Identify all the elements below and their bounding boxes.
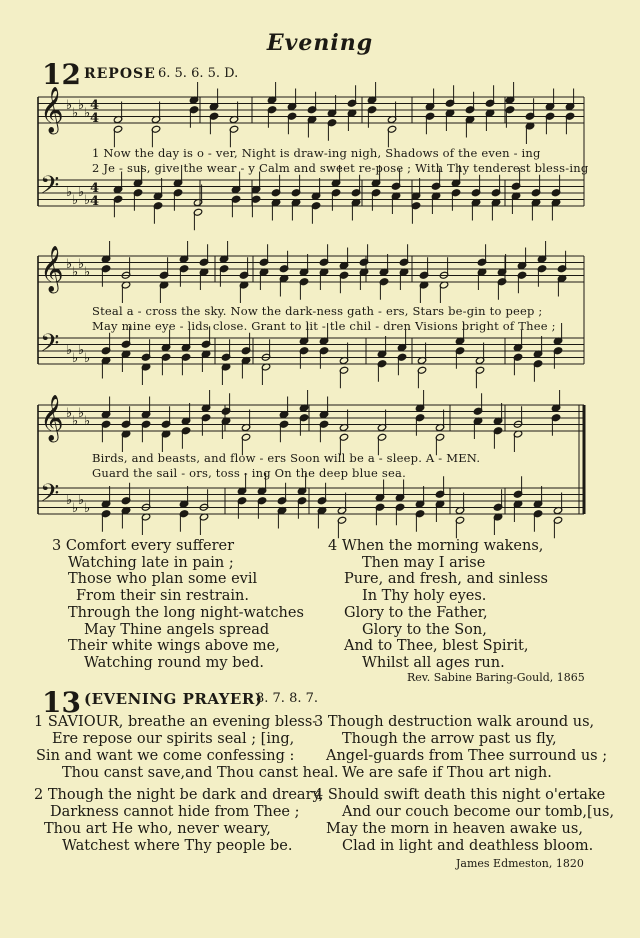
verse-line: 4 Should swift death this night o'ertake <box>314 787 606 803</box>
verse-line: Clad in light and deathless bloom. <box>342 837 594 854</box>
verse-line: 2 Though the night be dark and dreary, <box>34 787 324 803</box>
hymn-13-title: (EVENING PRAYER) <box>84 690 263 708</box>
time-signature: 4 <box>90 181 100 196</box>
hymn-13-verse-4 <box>314 787 614 855</box>
verse-line: Watching round my bed. <box>84 654 264 671</box>
system-2-treble-clef: 𝄞 <box>40 246 64 292</box>
lyric-system1-line1: 1 Now the day is o - ver, Night is draw-ing nigh, Shadows of the even - ing <box>92 146 541 160</box>
verse-line: May Thine angels spread <box>84 621 270 638</box>
system-1-flat-icon: ♭ <box>72 193 79 208</box>
hymn-13-verse-1 <box>34 714 339 782</box>
verse-line: May the morn in heaven awake us, <box>326 820 583 837</box>
verse-line: Sin and want we come confessing : <box>36 747 295 764</box>
verse-line: Those who plan some evil <box>68 571 258 588</box>
system-2-flat-icon: ♭ <box>84 265 91 280</box>
verse-line: Ere repose our spirits seal ; [ing, <box>52 730 295 747</box>
lyric-system3-line1: Birds, and beasts, and flow - ers Soon will be a - sleep. A - MEN. <box>92 451 481 465</box>
verse-line: Though the arrow past us fly, <box>342 730 557 747</box>
system-1-bass-clef: 𝄢 <box>40 171 60 206</box>
time-signature: 4 <box>90 98 100 113</box>
system-3-flat-icon: ♭ <box>84 501 91 516</box>
system-2-flat-icon: ♭ <box>78 343 85 358</box>
verse-line: Their white wings above me, <box>68 638 280 655</box>
system-2-flat-icon: ♭ <box>78 257 85 272</box>
verse-line: Thou canst save,and Thou canst heal. <box>62 764 339 781</box>
lyric-system2-line2: May mine eye - lids close. Grant to lit - tle chil - dren Visions bright of Thee ; <box>92 319 556 333</box>
lyric-system2-line1: Steal a - cross the sky. Now the dark-ness gath - ers, Stars be-gin to peep ; <box>92 304 543 318</box>
section-title: Evening <box>266 30 374 56</box>
lyric-system1-line2: 2 Je - sus, give the wear - y Calm and sweet re-pose ; With Thy tenderest bless-ing <box>92 161 589 175</box>
system-2-flat-icon: ♭ <box>66 257 73 272</box>
verse-line: Pure, and fresh, and sinless <box>344 571 548 588</box>
system-3-flat-icon: ♭ <box>84 414 91 429</box>
system-1-flat-icon: ♭ <box>72 106 79 121</box>
system-3-bass-clef: 𝄢 <box>40 479 60 514</box>
verse-line: Through the long night-watches <box>68 604 304 621</box>
verse-line: Glory to the Father, <box>344 604 488 621</box>
verse-line: Watching late in pain ; <box>68 554 234 571</box>
verse-line: Glory to the Son, <box>362 621 487 638</box>
verse-line: Thou art He who, never weary, <box>44 820 271 837</box>
time-signature: 4 <box>90 111 100 126</box>
system-3-flat-icon: ♭ <box>72 501 79 516</box>
verse-line: 1 SAVIOUR, breathe an evening bless- <box>34 714 318 730</box>
hymn-12-meter: 6. 5. 6. 5. D. <box>158 66 239 81</box>
hymn-12-verse-3 <box>52 538 304 672</box>
hymn-12-tune: REPOSE <box>84 66 156 82</box>
hymn-13-number: 13 <box>42 686 81 719</box>
verse-line: From their sin restrain. <box>76 588 249 605</box>
verse-line: 3 Though destruction walk around us, <box>314 714 595 730</box>
verse-line: Angel-guards from Thee surround us ; <box>326 747 608 764</box>
verse-line: 4 When the morning wakens, <box>328 538 544 554</box>
verse-line: 3 Comfort every sufferer <box>52 538 235 554</box>
hymn-13-verse-3 <box>314 714 607 782</box>
hymn-13-author: James Edmeston, 1820 <box>456 857 584 870</box>
verse-line: In Thy holy eyes. <box>362 588 487 605</box>
system-3-flat-icon: ♭ <box>78 406 85 421</box>
system-1-flat-icon: ♭ <box>66 185 73 200</box>
system-2-flat-icon: ♭ <box>72 351 79 366</box>
system-1-treble-clef: 𝄞 <box>40 87 64 133</box>
verse-line: Then may I arise <box>362 554 486 571</box>
hymn-12-author: Rev. Sabine Baring-Gould, 1865 <box>407 671 585 684</box>
verse-line: We are safe if Thou art nigh. <box>342 764 552 781</box>
hymn-12-number: 12 <box>42 58 81 91</box>
verse-line: And our couch become our tomb,[us, <box>342 803 615 820</box>
system-1-flat-icon: ♭ <box>84 106 91 121</box>
system-1-flat-icon: ♭ <box>78 185 85 200</box>
verse-line: Watchest where Thy people be. <box>62 837 293 854</box>
verse-line: And to Thee, blest Spirit, <box>344 638 529 655</box>
verse-line: Whilst all ages run. <box>362 654 505 671</box>
time-signature: 4 <box>90 194 100 209</box>
system-2-bass-clef: 𝄢 <box>40 329 60 364</box>
system-2-flat-icon: ♭ <box>84 351 91 366</box>
system-3-treble-clef: 𝄞 <box>40 395 64 441</box>
system-2-flat-icon: ♭ <box>72 265 79 280</box>
system-3-flat-icon: ♭ <box>66 493 73 508</box>
system-1-flat-icon: ♭ <box>78 98 85 113</box>
system-1-flat-icon: ♭ <box>66 98 73 113</box>
system-2-flat-icon: ♭ <box>66 343 73 358</box>
hymn-12-verse-4 <box>328 538 548 672</box>
hymn-13-meter: 8. 7. 8. 7. <box>256 691 319 706</box>
system-3-flat-icon: ♭ <box>72 414 79 429</box>
lyric-system3-line2: Guard the sail - ors, toss - ing On the deep blue sea. <box>92 466 406 480</box>
verse-line: Darkness cannot hide from Thee ; <box>50 803 300 820</box>
hymn-13-verse-2 <box>34 787 323 855</box>
system-3-flat-icon: ♭ <box>66 406 73 421</box>
system-3-flat-icon: ♭ <box>78 493 85 508</box>
system-1-flat-icon: ♭ <box>84 193 91 208</box>
